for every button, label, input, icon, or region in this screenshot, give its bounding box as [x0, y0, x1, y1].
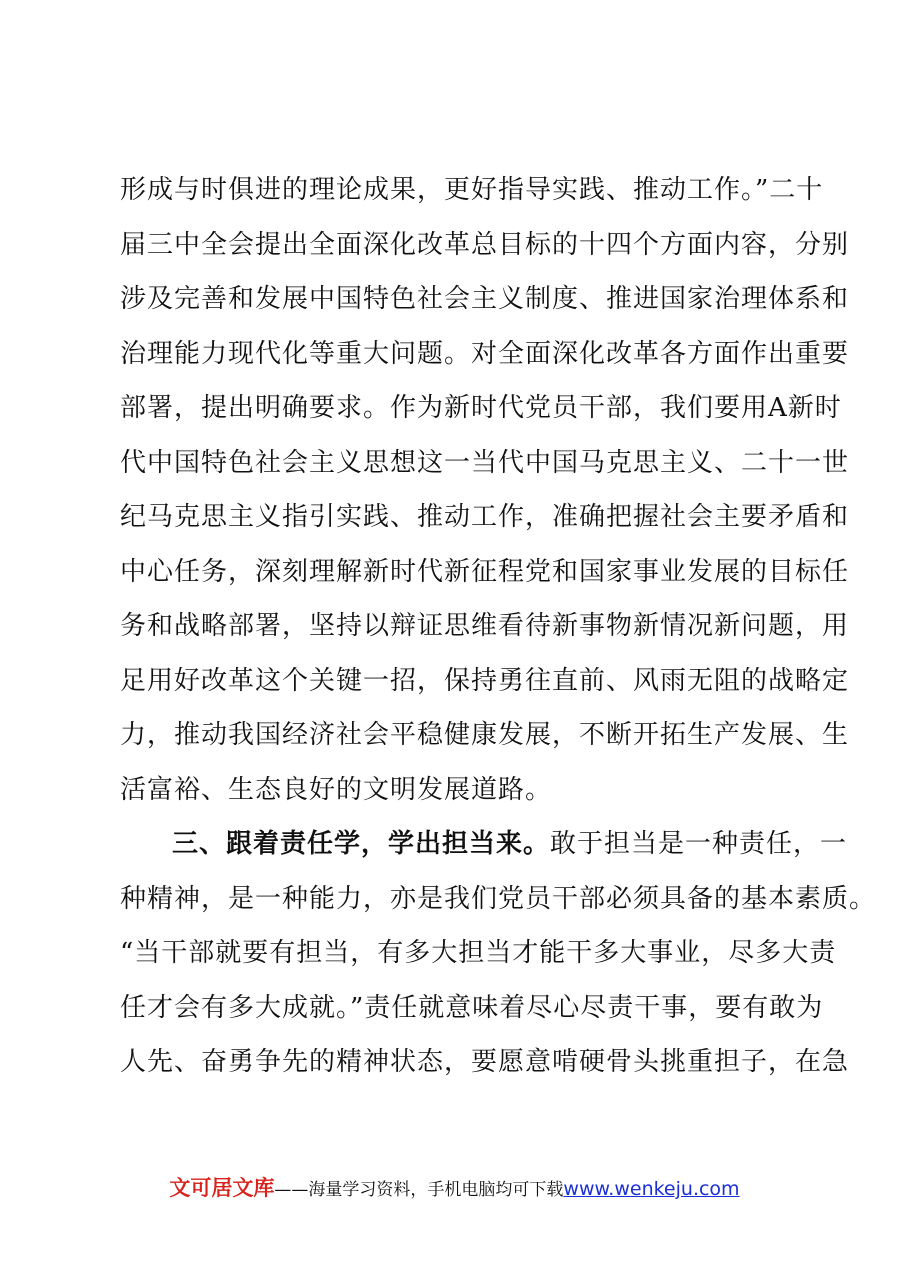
text-line: 中心任务，深刻理解新时代新征程党和国家事业发展的目标任 — [120, 556, 850, 587]
text-line: 届三中全会提出全面深化改革总目标的十四个方面内容，分别 — [120, 229, 850, 260]
text-line: 务和战略部署，坚持以辩证思维看待新事物新情况新问题，用 — [120, 611, 850, 641]
footer-site-link[interactable]: www.wenkeju.com — [563, 1178, 740, 1200]
text-line: 人先、奋勇争先的精神状态，要愿意啃硬骨头挑重担子，在急 — [120, 1047, 850, 1077]
text-line: 足用好改革这个关键一招，保持勇往直前、风雨无阻的战略定 — [120, 665, 850, 696]
text-line: 力，推动我国经济社会平稳健康发展，不断开拓生产发展、生 — [120, 720, 850, 750]
section-heading: 三、跟着责任学，学出担当来。 — [172, 829, 551, 859]
text-line: 代中国特色社会主义思想这一当代中国马克思主义、二十一世 — [120, 447, 850, 478]
section-first-line — [120, 817, 848, 872]
text-line: 治理能力现代化等重大问题。对全面深化改革各方面作出重要 — [120, 338, 850, 369]
text-line: 形成与时俱进的理论成果，更好指导实践、推动工作。”二十 — [120, 175, 824, 205]
section-first-line-text: 敢于担当是一种责任，一 — [550, 829, 848, 859]
document-body — [120, 163, 877, 1090]
text-line: 纪马克思主义指引实践、推动工作，准确把握社会主要矛盾和 — [120, 502, 850, 532]
footer-banner — [0, 1172, 909, 1202]
footer-brand: 文可居文库 — [169, 1176, 275, 1200]
text-line: 任才会有多大成就。”责任就意味着尽心尽责干事，要有敢为 — [120, 992, 824, 1023]
footer-slogan: ——海量学习资料，手机电脑均可下载 — [274, 1180, 564, 1200]
text-line: 部署，提出明确要求。作为新时代党员干部，我们要用A新时 — [120, 393, 842, 423]
text-line: 活富裕、生态良好的文明发展道路。 — [120, 774, 553, 805]
text-line: 涉及完善和发展中国特色社会主义制度、推进国家治理体系和 — [120, 284, 850, 314]
text-line: “当干部就要有担当，有多大担当才能干多大事业，尽多大责 — [120, 938, 837, 968]
text-line: 种精神，是一种能力，亦是我们党员干部必须具备的基本素质。 — [120, 883, 877, 914]
